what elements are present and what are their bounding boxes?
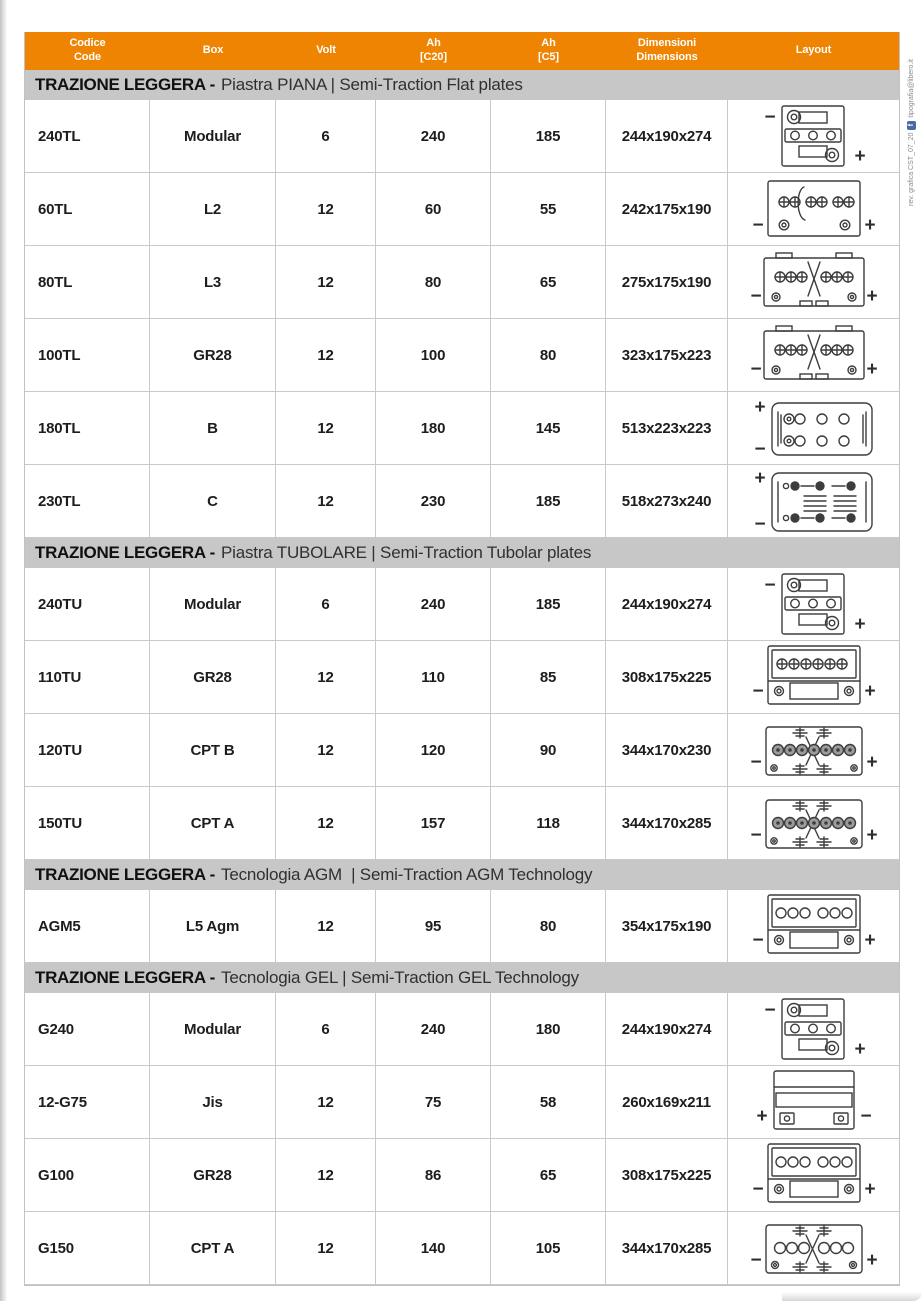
- cell-dimensions: 308x175x225: [606, 641, 728, 714]
- cell-code: G150: [25, 1212, 150, 1285]
- battery-layout-diagram-flatx: [728, 319, 899, 392]
- svg-text:−: −: [750, 825, 761, 846]
- column-header-layout: [728, 32, 899, 70]
- cell-dimensions: 344x170x285: [606, 1212, 728, 1285]
- table-row: [25, 246, 899, 319]
- svg-text:−: −: [754, 439, 765, 460]
- column-header-line1: Dimensioni: [637, 37, 697, 50]
- cell-ah_c20: 240: [376, 568, 491, 641]
- column-header-volt: [276, 32, 376, 70]
- battery-layout-diagram-cbars: [728, 465, 899, 538]
- table-row: [25, 173, 899, 246]
- table-row: [25, 714, 899, 787]
- cell-volt: 12: [276, 1066, 376, 1139]
- column-header-line2: Dimensions: [636, 51, 698, 63]
- cell-ah_c5: 55: [491, 173, 606, 246]
- cell-code: 110TU: [25, 641, 150, 714]
- svg-text:−: −: [750, 1250, 761, 1271]
- cell-ah_c20: 140: [376, 1212, 491, 1285]
- cell-volt: 12: [276, 787, 376, 860]
- cell-ah_c20: 75: [376, 1066, 491, 1139]
- cell-dimensions: 275x175x190: [606, 246, 728, 319]
- svg-text:+: +: [754, 468, 765, 489]
- svg-text:+: +: [866, 359, 877, 380]
- cell-dimensions: 323x175x223: [606, 319, 728, 392]
- battery-layout-diagram-cptfilled: [728, 787, 899, 860]
- column-header-line2: [C20]: [419, 51, 447, 63]
- svg-text:−: −: [750, 286, 761, 307]
- battery-layout-diagram-flatx: [728, 246, 899, 319]
- battery-layout-diagram-flat6: [728, 173, 899, 246]
- section-title-rest: Tecnologia GEL | Semi-Traction GEL Technology: [221, 968, 579, 987]
- column-header-line1: Codice: [69, 37, 106, 50]
- svg-text:−: −: [752, 1179, 763, 1200]
- svg-text:−: −: [860, 1106, 871, 1127]
- table-header: [25, 32, 899, 70]
- column-header-line2: [C5]: [538, 51, 559, 63]
- cell-code: 60TL: [25, 173, 150, 246]
- cell-ah_c5: 90: [491, 714, 606, 787]
- column-header-dimensions: [606, 32, 728, 70]
- cell-volt: 12: [276, 641, 376, 714]
- cell-volt: 12: [276, 1212, 376, 1285]
- cell-box: GR28: [150, 1139, 276, 1212]
- blue-square-icon: f: [907, 121, 916, 130]
- column-header-line1: Ah: [426, 37, 441, 50]
- battery-layout-diagram-cptopen: [728, 1212, 899, 1285]
- svg-text:+: +: [864, 681, 875, 702]
- table-row: [25, 1212, 899, 1285]
- table-row: [25, 1066, 899, 1139]
- cell-box: Jis: [150, 1066, 276, 1139]
- table-body: [25, 70, 899, 1285]
- print-revision-note: [903, 28, 920, 206]
- cell-dimensions: 244x190x274: [606, 993, 728, 1066]
- cell-code: 12-G75: [25, 1066, 150, 1139]
- table-row: [25, 100, 899, 173]
- cell-ah_c20: 180: [376, 392, 491, 465]
- cell-ah_c5: 185: [491, 568, 606, 641]
- cell-dimensions: 244x190x274: [606, 100, 728, 173]
- section-header: [25, 860, 899, 890]
- svg-text:−: −: [752, 681, 763, 702]
- cell-ah_c5: 65: [491, 1139, 606, 1212]
- svg-text:+: +: [866, 825, 877, 846]
- table-row: [25, 890, 899, 963]
- svg-text:+: +: [756, 1106, 767, 1127]
- battery-table: [24, 32, 900, 1286]
- cell-box: CPT B: [150, 714, 276, 787]
- cell-ah_c5: 80: [491, 890, 606, 963]
- cell-volt: 6: [276, 100, 376, 173]
- column-header-line1: Volt: [316, 44, 336, 57]
- printer-text: tipografia@libero.it: [908, 59, 915, 118]
- svg-text:−: −: [754, 514, 765, 534]
- cell-code: 240TU: [25, 568, 150, 641]
- cell-dimensions: 344x170x285: [606, 787, 728, 860]
- cell-ah_c20: 60: [376, 173, 491, 246]
- cell-dimensions: 244x190x274: [606, 568, 728, 641]
- svg-text:+: +: [854, 146, 865, 167]
- cell-volt: 12: [276, 714, 376, 787]
- cell-ah_c5: 65: [491, 246, 606, 319]
- table-row: [25, 465, 899, 538]
- column-header-line1: Layout: [795, 44, 832, 57]
- section-header: [25, 538, 899, 568]
- section-header: [25, 963, 899, 993]
- table-row: [25, 787, 899, 860]
- cell-ah_c20: 230: [376, 465, 491, 538]
- cell-dimensions: 260x169x211: [606, 1066, 728, 1139]
- cell-volt: 6: [276, 568, 376, 641]
- battery-layout-diagram-modular: [728, 568, 899, 641]
- section-title-rest: Tecnologia AGM | Semi-Traction AGM Technology: [221, 865, 593, 884]
- svg-text:−: −: [752, 215, 763, 236]
- svg-text:+: +: [854, 614, 865, 635]
- cell-ah_c20: 157: [376, 787, 491, 860]
- cell-ah_c20: 120: [376, 714, 491, 787]
- section-title-rest: Piastra PIANA | Semi-Traction Flat plates: [221, 75, 523, 94]
- section-header: [25, 70, 899, 100]
- column-header-line2: Code: [73, 51, 102, 63]
- cell-box: Modular: [150, 993, 276, 1066]
- cell-code: 240TL: [25, 100, 150, 173]
- cell-ah_c20: 100: [376, 319, 491, 392]
- battery-layout-diagram-jis: [728, 1066, 899, 1139]
- column-header-code: [25, 32, 150, 70]
- table-row: [25, 993, 899, 1066]
- cell-dimensions: 513x223x223: [606, 392, 728, 465]
- cell-code: 100TL: [25, 319, 150, 392]
- svg-text:+: +: [754, 397, 765, 418]
- cell-ah_c20: 240: [376, 993, 491, 1066]
- battery-layout-diagram-bgrid: [728, 392, 899, 465]
- svg-text:+: +: [866, 1250, 877, 1271]
- cell-volt: 12: [276, 465, 376, 538]
- battery-layout-diagram-modular: [728, 100, 899, 173]
- svg-text:+: +: [866, 752, 877, 773]
- cell-ah_c5: 58: [491, 1066, 606, 1139]
- cell-volt: 12: [276, 319, 376, 392]
- section-title-bold: TRAZIONE LEGGERA -: [35, 865, 216, 884]
- cell-box: L5 Agm: [150, 890, 276, 963]
- cell-code: AGM5: [25, 890, 150, 963]
- cell-ah_c20: 80: [376, 246, 491, 319]
- cell-volt: 12: [276, 392, 376, 465]
- cell-code: G100: [25, 1139, 150, 1212]
- svg-text:+: +: [864, 930, 875, 951]
- section-title-rest: Piastra TUBOLARE | Semi-Traction Tubolar plates: [221, 543, 592, 562]
- cell-volt: 12: [276, 890, 376, 963]
- page-curl-shadow: [782, 1292, 922, 1301]
- cell-box: CPT A: [150, 787, 276, 860]
- svg-text:+: +: [864, 1179, 875, 1200]
- cell-dimensions: 518x273x240: [606, 465, 728, 538]
- cell-box: L2: [150, 173, 276, 246]
- cell-dimensions: 354x175x190: [606, 890, 728, 963]
- battery-layout-diagram-caps6open: [728, 1139, 899, 1212]
- cell-ah_c5: 118: [491, 787, 606, 860]
- cell-ah_c5: 185: [491, 100, 606, 173]
- column-header-ah_c5: [491, 32, 606, 70]
- cell-ah_c5: 185: [491, 465, 606, 538]
- svg-text:−: −: [764, 1000, 775, 1021]
- cell-code: G240: [25, 993, 150, 1066]
- cell-dimensions: 242x175x190: [606, 173, 728, 246]
- cell-ah_c20: 86: [376, 1139, 491, 1212]
- column-header-box: [150, 32, 276, 70]
- cell-volt: 6: [276, 993, 376, 1066]
- column-header-line1: Box: [202, 44, 224, 57]
- svg-text:−: −: [764, 107, 775, 128]
- cell-box: CPT A: [150, 1212, 276, 1285]
- battery-layout-diagram-modular: [728, 993, 899, 1066]
- revision-text: rev. grafica CST_07_20: [908, 132, 915, 206]
- cell-box: L3: [150, 246, 276, 319]
- cell-ah_c5: 80: [491, 319, 606, 392]
- battery-layout-diagram-caps6open: [728, 890, 899, 963]
- cell-ah_c20: 240: [376, 100, 491, 173]
- cell-box: Modular: [150, 100, 276, 173]
- table-row: [25, 319, 899, 392]
- section-title-bold: TRAZIONE LEGGERA -: [35, 543, 216, 562]
- cell-dimensions: 308x175x225: [606, 1139, 728, 1212]
- cell-code: 180TL: [25, 392, 150, 465]
- cell-code: 80TL: [25, 246, 150, 319]
- cell-box: C: [150, 465, 276, 538]
- cell-ah_c20: 95: [376, 890, 491, 963]
- table-row: [25, 1139, 899, 1212]
- cell-box: GR28: [150, 641, 276, 714]
- svg-text:−: −: [750, 752, 761, 773]
- cell-ah_c20: 110: [376, 641, 491, 714]
- cell-dimensions: 344x170x230: [606, 714, 728, 787]
- cell-box: B: [150, 392, 276, 465]
- column-header-ah_c20: [376, 32, 491, 70]
- column-header-line1: Ah: [541, 37, 556, 50]
- svg-text:−: −: [764, 575, 775, 596]
- cell-code: 230TL: [25, 465, 150, 538]
- section-title-bold: TRAZIONE LEGGERA -: [35, 968, 216, 987]
- cell-volt: 12: [276, 246, 376, 319]
- battery-layout-diagram-caps6crossed: [728, 641, 899, 714]
- cell-code: 150TU: [25, 787, 150, 860]
- svg-text:+: +: [854, 1039, 865, 1060]
- table-row: [25, 641, 899, 714]
- cell-ah_c5: 145: [491, 392, 606, 465]
- cell-code: 120TU: [25, 714, 150, 787]
- svg-text:−: −: [750, 359, 761, 380]
- svg-text:+: +: [864, 215, 875, 236]
- cell-box: GR28: [150, 319, 276, 392]
- cell-ah_c5: 105: [491, 1212, 606, 1285]
- cell-volt: 12: [276, 1139, 376, 1212]
- battery-layout-diagram-cptfilled: [728, 714, 899, 787]
- table-row: [25, 392, 899, 465]
- table-row: [25, 568, 899, 641]
- section-title-bold: TRAZIONE LEGGERA -: [35, 75, 216, 94]
- svg-text:+: +: [866, 286, 877, 307]
- cell-ah_c5: 85: [491, 641, 606, 714]
- svg-text:−: −: [752, 930, 763, 951]
- cell-volt: 12: [276, 173, 376, 246]
- page-edge-shadow: [0, 0, 7, 1301]
- cell-box: Modular: [150, 568, 276, 641]
- cell-ah_c5: 180: [491, 993, 606, 1066]
